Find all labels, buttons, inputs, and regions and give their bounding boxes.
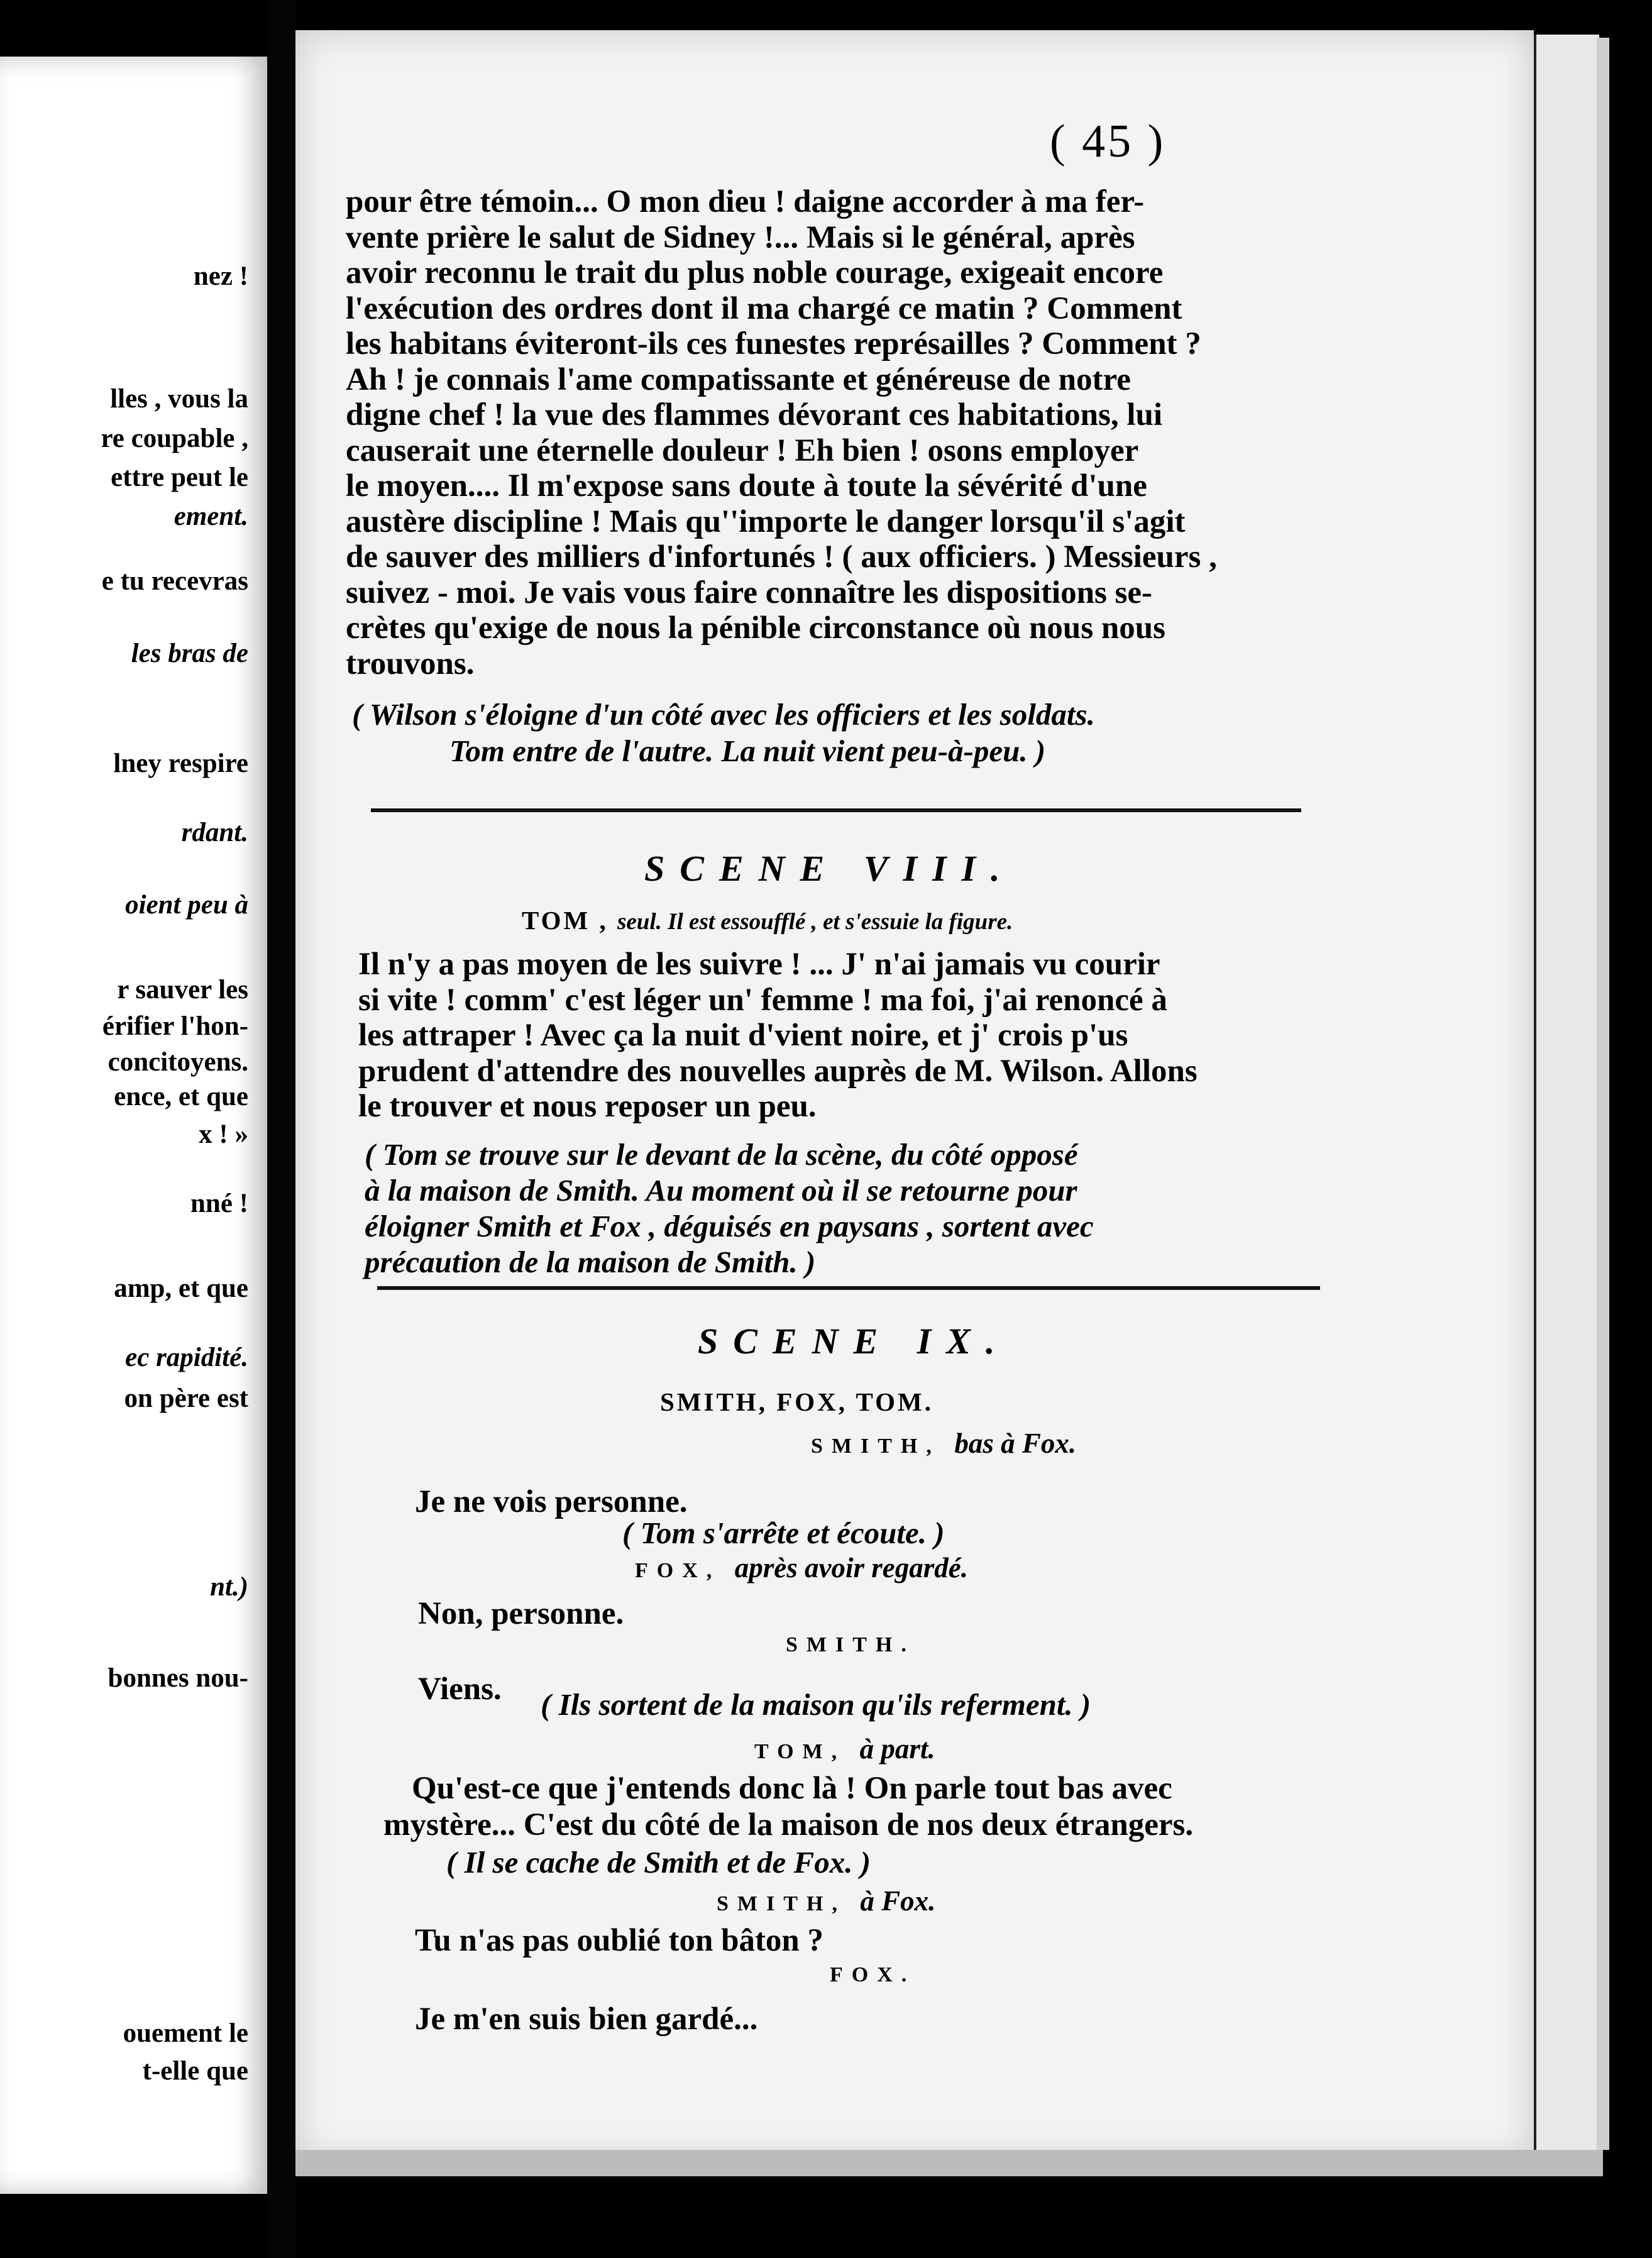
speaker-name: SMITH, — [811, 1435, 940, 1458]
text-line: éloigner Smith et Fox , déguisés en paysans , sortent avec — [365, 1209, 1094, 1243]
facing-page-line: x ! » — [199, 1120, 248, 1149]
text-line: trouvons. — [346, 646, 475, 681]
facing-page-line: concitoyens. — [107, 1047, 248, 1077]
speaker-direction: après avoir regardé. — [734, 1552, 968, 1583]
text-line: Ah ! je connais l'ame compatissante et généreuse de notre — [346, 361, 1131, 397]
facing-page-line: nt.) — [210, 1572, 248, 1602]
stage-direction-wilson-2: Tom entre de l'autre. La nuit vient peu-à-peu. ) — [449, 734, 1046, 768]
text-line: à la maison de Smith. Au moment où il se retourne pour — [365, 1173, 1077, 1208]
speaker-fox: FOX. — [830, 1963, 916, 1986]
speaker-smith — [717, 1885, 935, 1917]
text-line: pour être témoin... O mon dieu ! daigne accorder à ma fer- — [346, 184, 1145, 219]
scene-divider — [371, 808, 1301, 812]
facing-page-line: érifier l'hon- — [102, 1011, 248, 1041]
scene-8-title: SCENE VIII. — [644, 848, 1015, 889]
stage-direction-wilson-1: ( Wilson s'éloigne d'un côté avec les officiers et les soldats. — [352, 697, 1095, 732]
text-line: les attraper ! Avec ça la nuit d'vient noire, et j' crois p'us — [358, 1018, 1128, 1053]
speaker-direction: à Fox. — [860, 1885, 936, 1917]
cast-note: seul. Il est essoufflé , et s'essuie la figure. — [617, 909, 1013, 935]
stage-direction: ( Il se cache de Smith et de Fox. ) — [446, 1845, 871, 1880]
cast-name: TOM , — [522, 906, 608, 935]
facing-page-line: t-elle que — [142, 2056, 248, 2086]
text-line: prudent d'attendre des nouvelles auprès de M. Wilson. Allons — [358, 1053, 1198, 1089]
facing-page-line: bonnes nou- — [107, 1663, 248, 1693]
facing-page-line: amp, et que — [114, 1274, 248, 1303]
book-gutter — [267, 0, 295, 2258]
facing-page-line: ement. — [173, 502, 248, 531]
page-edge-shadow — [1597, 38, 1609, 2150]
facing-page-line: nez ! — [193, 262, 248, 291]
dialogue-line: Je ne vois personne. — [415, 1484, 688, 1519]
text-line: Il n'y a pas moyen de les suivre ! ... J' n'ai jamais vu courir — [358, 947, 1160, 982]
facing-page-line: lles , vous la — [110, 384, 248, 414]
speaker-fox — [635, 1551, 968, 1584]
speaker-name: FOX, — [635, 1559, 721, 1582]
text-line: les habitans éviteront-ils ces funestes représailles ? Comment ? — [346, 326, 1201, 361]
text-line: l'exécution des ordres dont il ma chargé ce matin ? Comment — [346, 290, 1182, 326]
text-line: crètes qu'exige de nous la pénible circonstance où nous nous — [346, 610, 1165, 646]
facing-page-line: nné ! — [190, 1189, 248, 1218]
facing-page-line: rdant. — [181, 818, 248, 847]
text-line: suivez - moi. Je vais vous faire connaître les dispositions se- — [346, 575, 1153, 610]
dialogue-line: Tu n'as pas oublié ton bâton ? — [415, 1923, 824, 1958]
dialogue-line: Viens. — [418, 1671, 502, 1707]
facing-page-line: les bras de — [131, 639, 248, 668]
dialogue-line: Qu'est-ce que j'entends donc là ! On parle tout bas avec — [412, 1771, 1172, 1806]
facing-page-line: oient peu à — [125, 890, 248, 920]
speaker-smith: SMITH. — [786, 1633, 915, 1656]
text-line: de sauver des milliers d'infortunés ! ( aux officiers. ) Messieurs , — [346, 539, 1217, 575]
text-line: austère discipline ! Mais qu''importe le danger lorsqu'il s'agit — [346, 504, 1186, 539]
speaker-name: TOM, — [754, 1740, 846, 1763]
speaker-smith — [811, 1427, 1076, 1460]
stage-direction: ( Tom s'arrête et écoute. ) — [622, 1516, 945, 1550]
speaker-tom — [754, 1732, 935, 1765]
speaker-name: SMITH, — [717, 1892, 846, 1915]
facing-page-line: re coupable , — [101, 424, 248, 453]
scene-9-cast: SMITH, FOX, TOM. — [660, 1387, 933, 1416]
speaker-direction: bas à Fox. — [954, 1428, 1077, 1459]
facing-page-line: r sauver les — [117, 975, 248, 1005]
opening-speech — [346, 184, 1301, 681]
facing-page-line: e tu recevras — [101, 566, 248, 596]
dialogue-line: Je m'en suis bien gardé... — [415, 2002, 758, 2037]
text-line: causerait une éternelle douleur ! Eh bien ! osons employer — [346, 432, 1139, 468]
text-line: avoir reconnu le trait du plus noble courage, exigeait encore — [346, 255, 1164, 290]
speaker-direction: à part. — [859, 1733, 935, 1765]
facing-page-line: lney respire — [113, 749, 248, 778]
scene-8-cast — [522, 905, 1013, 935]
page-number: ( 45 ) — [1050, 116, 1166, 167]
facing-page-line: ence, et que — [114, 1082, 248, 1111]
facing-page-line: on père est — [124, 1384, 248, 1413]
dialogue-line: Non, personne. — [418, 1596, 624, 1631]
page-edge — [1534, 35, 1599, 2159]
page-bottom-edge — [295, 2150, 1603, 2176]
dialogue-line: mystère... C'est du côté de la maison de nos deux étrangers. — [383, 1807, 1194, 1842]
text-line: vente prière le salut de Sidney !... Mais si le général, après — [346, 219, 1135, 255]
facing-page-line: ouement le — [123, 2018, 248, 2048]
text-line: ( Tom se trouve sur le devant de la scène, du côté opposé — [365, 1137, 1078, 1172]
facing-page-line: ettre peut le — [111, 463, 248, 492]
scene-divider — [377, 1286, 1320, 1290]
text-line: le moyen.... Il m'expose sans doute à toute la sévérité d'une — [346, 468, 1147, 504]
scene-9-title: SCENE IX. — [698, 1321, 1010, 1362]
stage-direction: ( Ils sortent de la maison qu'ils referment. ) — [541, 1687, 1091, 1722]
facing-page-line: ec rapidité. — [125, 1343, 248, 1372]
scene-8-stage-direction — [365, 1137, 1333, 1280]
text-line: si vite ! comm' c'est léger un' femme ! ma foi, j'ai renoncé à — [358, 982, 1167, 1018]
scene-8-speech — [358, 947, 1308, 1125]
text-line: digne chef ! la vue des flammes dévorant ces habitations, lui — [346, 397, 1163, 432]
book-page — [295, 30, 1534, 2161]
text-line: précaution de la maison de Smith. ) — [365, 1245, 816, 1279]
text-line: le trouver et nous reposer un peu. — [358, 1089, 817, 1124]
facing-page — [0, 57, 267, 2194]
